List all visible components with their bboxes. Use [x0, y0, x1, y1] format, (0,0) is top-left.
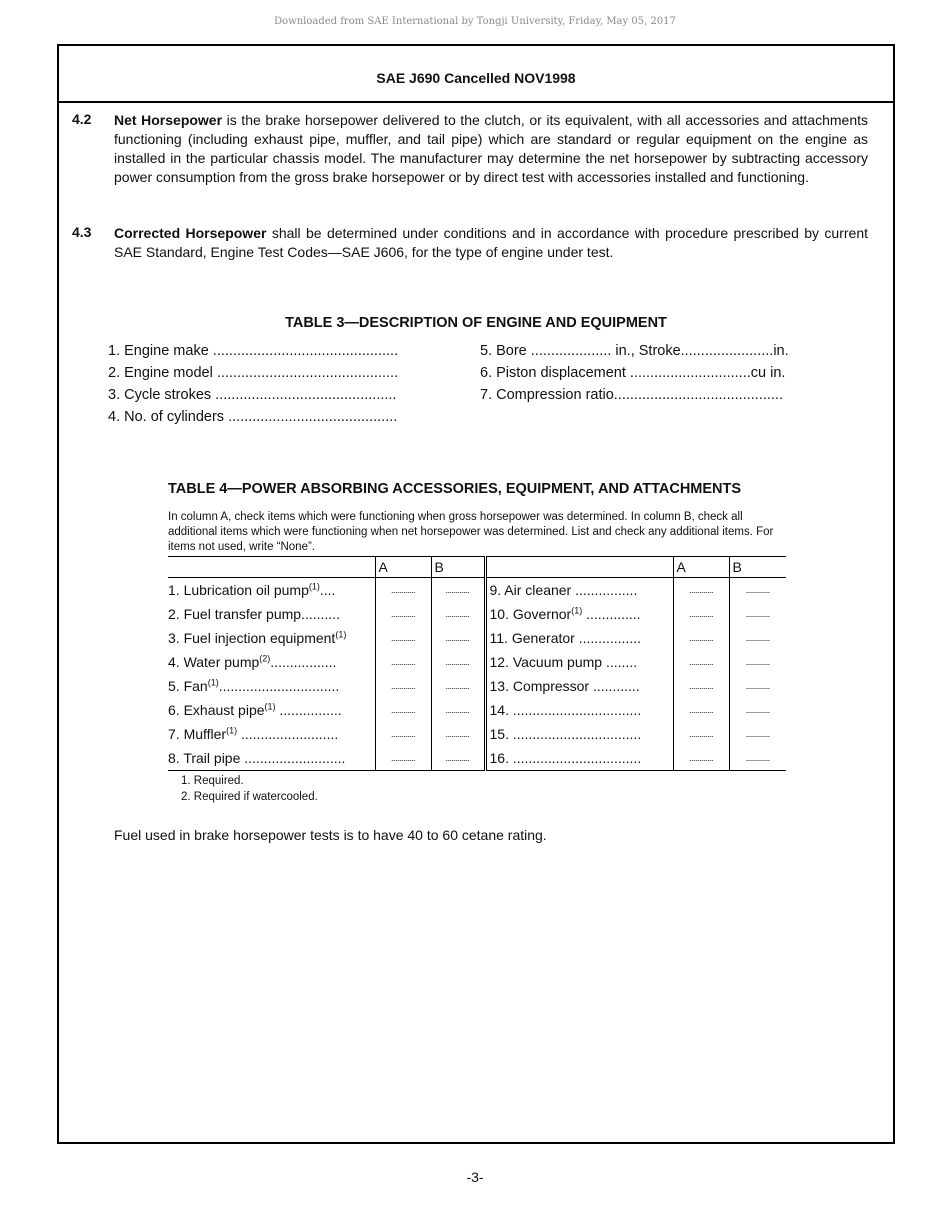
item-label	[168, 698, 375, 722]
check-blank-b[interactable]: ............	[745, 657, 770, 667]
item-label	[168, 722, 375, 746]
check-blank-b[interactable]: ............	[431, 698, 485, 722]
check-blank-b[interactable]: ............	[431, 722, 485, 746]
document-title: SAE J690 Cancelled NOV1998	[376, 70, 576, 86]
item-footnote-ref: (1)	[207, 677, 219, 688]
table3-item: 7. Compression ratio..........................................	[480, 387, 783, 403]
check-blank-b[interactable]: ............	[745, 633, 770, 643]
section-number-4-2: 4.2	[72, 111, 92, 127]
table4-note: In column A, check items which were functioning when gross horsepower was determined. In column B, check all additional items which were functioning when net horsepower was determined. List and check any additional items. For items not used, write “None”.	[168, 511, 774, 553]
table4-row	[168, 626, 786, 650]
item-label	[168, 674, 375, 698]
table4-footnote: 2. Required if watercooled.	[181, 791, 318, 803]
page-number: -3-	[466, 1169, 484, 1185]
check-blank-b[interactable]: ............	[745, 585, 770, 595]
table3-item: 4. No. of cylinders ..........................................	[108, 409, 398, 425]
check-blank-b[interactable]: ............	[431, 674, 485, 698]
check-blank-a[interactable]: ............	[673, 626, 729, 650]
item-footnote-ref: (2)	[259, 653, 271, 664]
check-blank-b[interactable]: ............	[431, 650, 485, 674]
check-blank-b[interactable]: ............	[431, 626, 485, 650]
check-blank-a[interactable]: ............	[673, 578, 729, 603]
table4-row	[168, 674, 786, 698]
table4-footnote: 1. Required.	[181, 775, 244, 787]
section-4-2-paragraph	[114, 111, 868, 187]
check-blank-a[interactable]: ............	[673, 722, 729, 746]
table3-item: 5. Bore .................... in., Stroke.......................in.	[480, 343, 789, 359]
item-text: 15. .................................	[489, 726, 642, 742]
table4-row	[168, 602, 786, 626]
check-blank-a[interactable]: ............	[375, 650, 431, 674]
table4-row	[168, 722, 786, 746]
check-blank-a[interactable]: ............	[673, 698, 729, 722]
item-text: 1. Lubrication oil pump	[168, 582, 309, 598]
item-text: 6. Exhaust pipe	[168, 702, 265, 718]
check-blank-a[interactable]: ............	[375, 722, 431, 746]
item-text: 5. Fan	[168, 678, 208, 694]
section-4-3-paragraph	[114, 224, 868, 262]
check-blank-a[interactable]: ............	[375, 746, 431, 771]
col-b-header: B	[729, 557, 786, 578]
item-footnote-ref: (1)	[308, 581, 320, 592]
watermark: Downloaded from SAE International by Tongji University, Friday, May 05, 2017	[274, 16, 676, 27]
check-blank-a[interactable]: ............	[375, 698, 431, 722]
col-b-header: B	[431, 557, 485, 578]
section-term: Net Horsepower	[114, 112, 223, 128]
item-text: 10. Governor	[489, 606, 572, 622]
fuel-note: Fuel used in brake horsepower tests is to have 40 to 60 cetane rating.	[114, 827, 547, 843]
check-blank-b[interactable]: ............	[729, 746, 786, 771]
item-dots: ....	[319, 582, 336, 598]
check-blank-a[interactable]: ............	[375, 626, 431, 650]
check-blank-b[interactable]: ............	[745, 681, 770, 691]
table3-item: 2. Engine model .............................................	[108, 365, 399, 381]
header-blank	[168, 557, 375, 578]
table4-header-row	[168, 557, 786, 578]
item-label	[168, 650, 375, 674]
item-label	[168, 578, 375, 603]
check-blank-a[interactable]: ............	[673, 674, 729, 698]
item-text: 14. .................................	[489, 702, 642, 718]
header-blank	[485, 557, 673, 578]
check-blank-b[interactable]: ............	[431, 602, 485, 626]
item-text: 3. Fuel injection equipment	[168, 630, 336, 646]
item-dots: ...............................	[218, 678, 340, 694]
item-label	[485, 698, 673, 722]
item-label	[485, 674, 673, 698]
table4-row	[168, 578, 786, 603]
table4-row	[168, 746, 786, 771]
item-label	[485, 722, 673, 746]
check-blank-a[interactable]: ............	[673, 602, 729, 626]
check-blank-a[interactable]: ............	[375, 602, 431, 626]
check-blank-b[interactable]: ............	[431, 578, 485, 603]
item-text: 12. Vacuum pump ........	[489, 654, 638, 670]
item-text: 8. Trail pipe ..........................	[168, 750, 346, 766]
check-blank-b[interactable]: ............	[745, 729, 770, 739]
item-label	[485, 626, 673, 650]
item-dots: .................	[270, 654, 337, 670]
check-blank-b[interactable]: ............	[431, 746, 485, 771]
item-dots: ..............	[582, 606, 641, 622]
section-number-4-3: 4.3	[72, 224, 92, 240]
item-footnote-ref: (1)	[226, 725, 238, 736]
item-text: 9. Air cleaner ................	[489, 582, 638, 598]
item-footnote-ref: (1)	[571, 605, 583, 616]
item-label	[168, 626, 375, 650]
table3-item: 6. Piston displacement ..............................cu in.	[480, 365, 786, 381]
item-label	[168, 602, 375, 626]
table3-item: 1. Engine make ..............................................	[108, 343, 399, 359]
item-dots: ................	[275, 702, 342, 718]
col-a-header: A	[375, 557, 431, 578]
check-blank-a[interactable]: ............	[673, 746, 729, 771]
col-a-header: A	[673, 557, 729, 578]
section-text: is the brake horsepower delivered to the clutch, or its equivalent, with all accessories and attachments functioning (including exhaust pipe, muffler, and tail pipe) which are standard or regular equipment on the engine as installed in the particular chassis model. The manufacturer may determine the net horsepower by subtracting accessory power consumption from the gross brake horsepower or by direct test with accessories installed and functioning.	[114, 112, 869, 185]
item-label	[485, 602, 673, 626]
table4	[168, 556, 786, 771]
table4-row	[168, 698, 786, 722]
item-text: 11. Generator ................	[489, 630, 641, 646]
check-blank-a[interactable]: ............	[375, 578, 431, 603]
item-dots: .........................	[237, 726, 339, 742]
check-blank-b[interactable]: ............	[745, 705, 770, 715]
item-text: 13. Compressor ............	[489, 678, 640, 694]
table4-row	[168, 650, 786, 674]
item-text: 2. Fuel transfer pump..........	[168, 606, 340, 622]
section-term: Corrected Horsepower	[114, 225, 267, 241]
section-text: shall be determined under conditions and in accordance with procedure prescribed by current SAE Standard, Engine Test Codes—SAE J606, for the type of engine under test.	[114, 225, 868, 260]
check-blank-a[interactable]: ............	[375, 674, 431, 698]
item-label	[485, 578, 673, 603]
item-text: 4. Water pump	[168, 654, 260, 670]
item-text: 16. .................................	[489, 750, 642, 766]
item-footnote-ref: (1)	[335, 629, 347, 640]
check-blank-b[interactable]: ............	[745, 609, 770, 619]
item-footnote-ref: (1)	[264, 701, 276, 712]
table3-title: TABLE 3—DESCRIPTION OF ENGINE AND EQUIPMENT	[285, 315, 667, 331]
table3-item: 3. Cycle strokes .............................................	[108, 387, 397, 403]
item-label	[168, 746, 375, 771]
item-label	[485, 650, 673, 674]
table4-title: TABLE 4—POWER ABSORBING ACCESSORIES, EQUIPMENT, AND ATTACHMENTS	[168, 481, 742, 497]
item-label	[485, 746, 673, 771]
check-blank-a[interactable]: ............	[673, 650, 729, 674]
item-text: 7. Muffler	[168, 726, 227, 742]
